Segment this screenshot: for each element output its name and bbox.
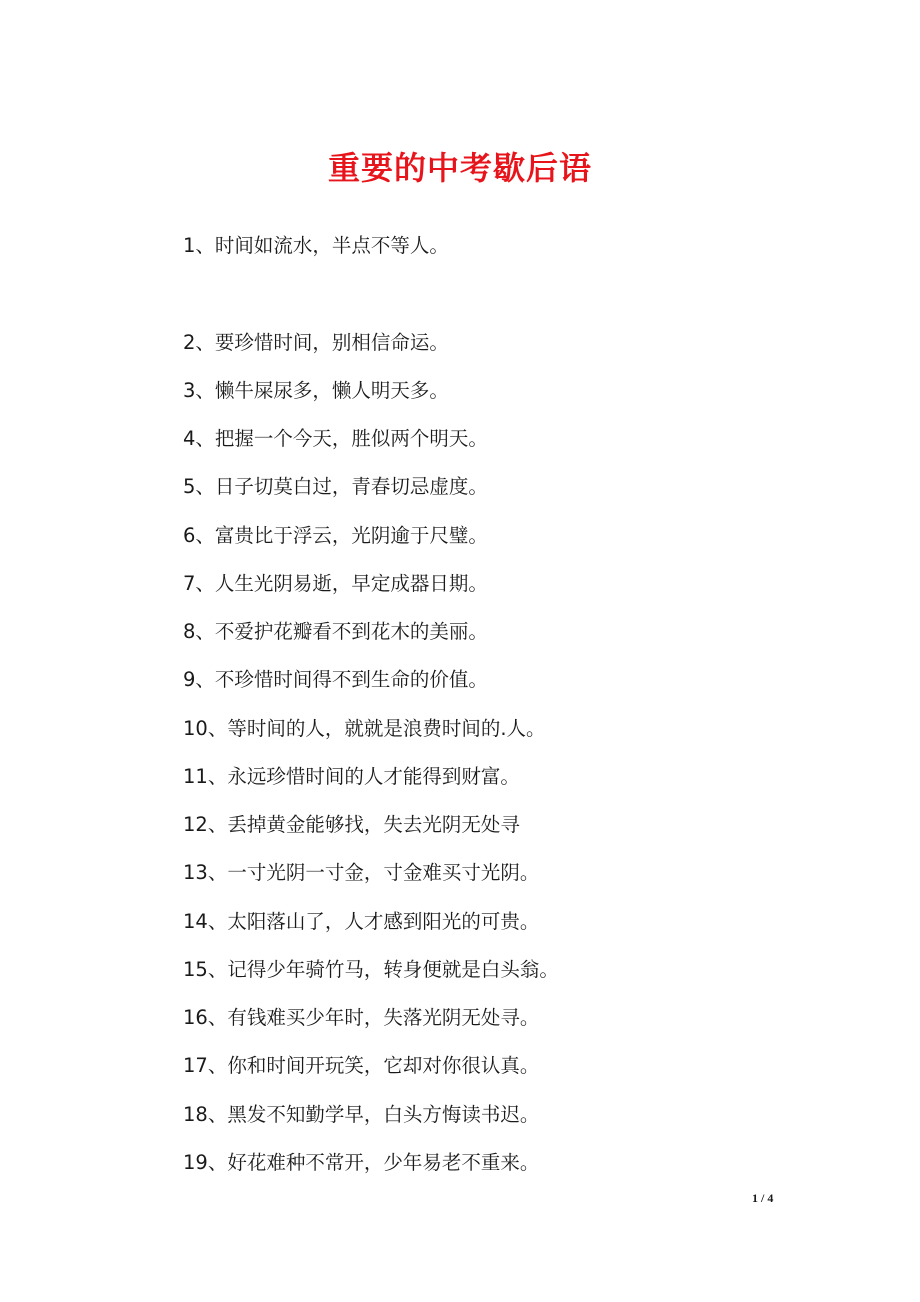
list-item: 10、等时间的人，就就是浪费时间的.人。 (183, 717, 546, 740)
list-item: 18、黑发不知勤学早，白头方悔读书迟。 (183, 1103, 540, 1126)
list-item: 6、富贵比于浮云，光阴逾于尺璧。 (183, 524, 488, 547)
list-item: 14、太阳落山了，人才感到阳光的可贵。 (183, 910, 540, 933)
list-item: 11、永远珍惜时间的人才能得到财富。 (183, 765, 520, 788)
list-item: 9、不珍惜时间得不到生命的价值。 (183, 668, 488, 691)
list-item: 5、日子切莫白过，青春切忌虚度。 (183, 475, 488, 498)
list-item: 4、把握一个今天，胜似两个明天。 (183, 427, 488, 450)
page-title: 重要的中考歇后语 (327, 149, 592, 187)
page-number: 1 / 4 (752, 1191, 774, 1205)
list-item: 8、不爱护花瓣看不到花木的美丽。 (183, 620, 488, 643)
list-item: 2、要珍惜时间，别相信命运。 (183, 331, 449, 354)
list-item: 19、好花难种不常开，少年易老不重来。 (183, 1151, 540, 1174)
list-item: 12、丢掉黄金能够找，失去光阴无处寻 (183, 813, 520, 836)
list-item: 7、人生光阴易逝，早定成器日期。 (183, 572, 488, 595)
list-item: 13、一寸光阴一寸金，寸金难买寸光阴。 (183, 861, 540, 884)
list-item: 3、懒牛屎尿多，懒人明天多。 (183, 379, 449, 402)
list-item: 1、时间如流水，半点不等人。 (183, 234, 449, 257)
list-item: 15、记得少年骑竹马，转身便就是白头翁。 (183, 958, 559, 981)
list-item: 16、有钱难买少年时，失落光阴无处寻。 (183, 1006, 540, 1029)
list-item: 17、你和时间开玩笑，它却对你很认真。 (183, 1054, 540, 1077)
